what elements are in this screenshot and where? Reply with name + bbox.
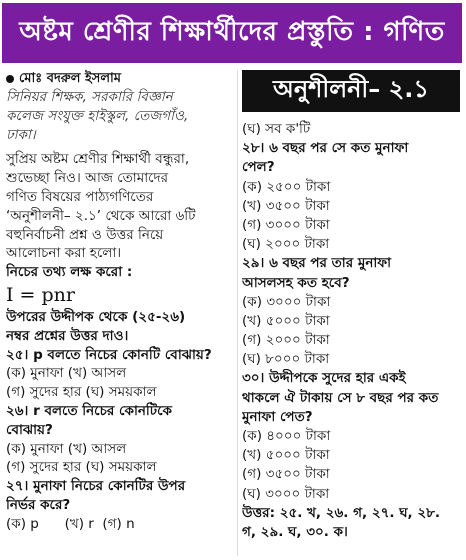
option-line: (ক) মুনাফা (খ) আসল [6, 365, 127, 382]
formula: I = pnr [6, 283, 75, 306]
answer-key-cont: গ, ২৯. ঘ, ৩০. ক। [242, 523, 348, 540]
intro-line: শুভেচ্ছা নিও। আজ তোমাদের [6, 170, 169, 187]
author-affiliation: কলেজ সংযুক্ত হাইস্কুল, তেজগাঁও, [6, 107, 189, 124]
question-26-cont: বোঝায়? [6, 421, 53, 438]
bullet-icon [6, 75, 14, 83]
question-27: ২৭। মুনাফা নিচের কোনটির উপর [6, 478, 186, 495]
author-affiliation: সিনিয়র শিক্ষক, সরকারি বিজ্ঞান [6, 89, 173, 105]
intro-line: আলোচনা করা হলো। [6, 245, 122, 262]
intro-line: ‘অনুশীলনী– ২.১’ থেকে আরো ৬টি [6, 207, 196, 224]
intro-line: সুপ্রিয় অষ্টম শ্রেণীর শিক্ষার্থী বন্ধুরা, [6, 151, 190, 168]
option-line: (গ) ৩৫০০ টাকা [242, 466, 330, 483]
author-line [6, 70, 234, 88]
author-name: মোঃ বদরুল ইসলাম [19, 71, 121, 86]
option-line: (ক) p (খ) r (গ) n [6, 515, 135, 532]
option-line: (ঘ) সব ক'টি [242, 121, 311, 137]
option-line: (ক) ৩০০০ টাকা [242, 293, 331, 310]
question-25: ২৫। p বলতে নিচের কোনটি বোঝায়? [6, 346, 212, 363]
page-title: অষ্টম শ্রেণীর শিক্ষার্থীদের প্রস্তুতি : গণিত [19, 17, 445, 47]
question-26: ২৬। r বলতে নিচের কোনটিকে [6, 402, 173, 419]
intro-line: গণিত বিষয়ের পাঠ্যগণিতের [6, 188, 154, 205]
question-30: ৩০। উদ্দীপকে সুদের হার একই [242, 370, 406, 387]
header-banner [2, 3, 462, 63]
intro-line: বহুনির্বাচনী প্রশ্ন ও উত্তর নিয়ে [6, 226, 164, 243]
left-column [6, 70, 234, 558]
right-column [242, 70, 462, 558]
exercise-badge-label: অনুশীলনী– ২.১ [273, 75, 429, 103]
instruction-line: উপরের উদ্দীপক থেকে (২৫-২৬) [6, 308, 186, 325]
option-line: (ক) মুনাফা (খ) আসল [6, 440, 127, 457]
option-line: (গ) সুদের হার (ঘ) সময়কাল [6, 459, 157, 476]
question-30-cont: মুনাফা পেত? [242, 408, 313, 425]
option-line: (খ) ৩৫০০ টাকা [242, 197, 330, 214]
instruction-line: নম্বর প্রশ্নের উত্তর দাও। [6, 327, 129, 344]
option-line: (ক) ৪০০০ টাকা [242, 428, 331, 444]
option-line: (খ) ৫০০০ টাকা [242, 447, 330, 464]
info-heading: নিচের তথ্য লক্ষ করো : [6, 264, 133, 281]
option-line: (ঘ) ৩০০০ টাকা [242, 485, 330, 502]
option-line: (ক) ২৫০০ টাকা [242, 178, 331, 195]
question-28: ২৮। ৬ বছর পর সে কত মুনাফা [242, 140, 409, 157]
option-line: (ঘ) ৮০০০ টাকা [242, 351, 330, 368]
answer-key: উত্তর: ২৫. খ, ২৬. গ, ২৭. ঘ, ২৮. [242, 504, 441, 521]
question-29: ২৯। ৬ বছর পর তার মুনাফা [242, 255, 392, 272]
option-line: (গ) ৩০০০ টাকা [242, 216, 330, 233]
option-line: (গ) সুদের হার (ঘ) সময়কাল [6, 384, 157, 401]
option-line: (গ) ২০০০ টাকা [242, 332, 330, 349]
question-30-cont: থাকলে ঐ টাকায় সে ৮ বছর পর কত [242, 389, 439, 406]
question-27-cont: নির্ভর করে? [6, 496, 71, 513]
author-affiliation: ঢাকা। [6, 126, 36, 143]
exercise-badge [242, 70, 460, 112]
question-28-cont: পেল? [242, 159, 275, 176]
question-29-cont: আসলসহ কত হবে? [242, 274, 350, 291]
option-line: (ঘ) ২০০০ টাকা [242, 236, 330, 253]
column-divider [237, 70, 238, 556]
option-line: (খ) ৫০০০ টাকা [242, 312, 330, 329]
